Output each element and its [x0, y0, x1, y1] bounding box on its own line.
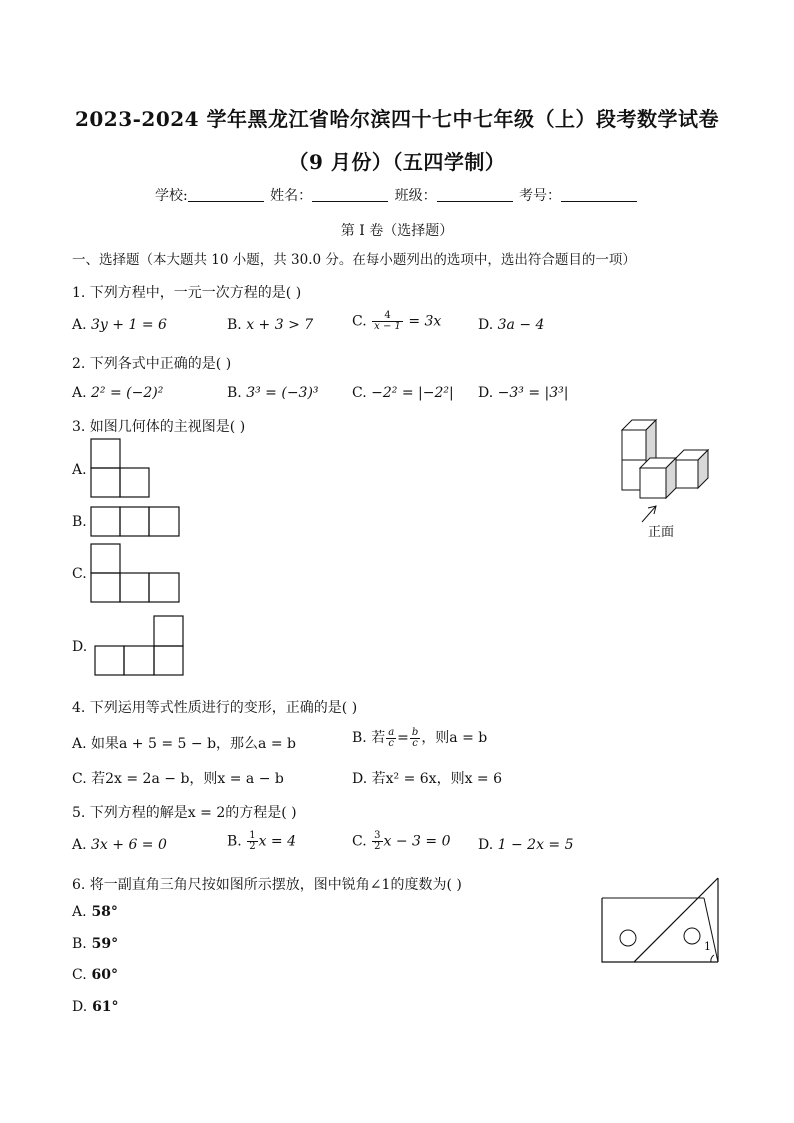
option-label: D.: [352, 771, 368, 787]
volume-heading: 第 I 卷（选择题）: [340, 223, 454, 239]
q1-option-b[interactable]: [227, 317, 313, 333]
fraction-denominator: c: [388, 737, 394, 749]
fraction: [410, 728, 420, 749]
fraction-numerator: a: [388, 726, 395, 738]
paper-subtitle: （9 月份）（五四学制）: [288, 150, 506, 174]
q2-option-c[interactable]: [352, 385, 454, 401]
option-label: C.: [352, 833, 367, 850]
exam-no-blank[interactable]: [561, 187, 637, 202]
option-label: D.: [478, 837, 494, 853]
fraction-denominator: x − 1: [374, 321, 401, 332]
option-text: −3³ = |3³|: [497, 385, 569, 401]
option-text: x − 3 = 0: [383, 833, 451, 850]
option-text: ，则a = b: [421, 730, 488, 746]
option-label: D.: [72, 999, 88, 1015]
question-6-stem: 6. 将一副直角三角尺按如图所示摆放，图中锐角∠1的度数为( ): [72, 877, 462, 893]
fraction: [247, 831, 257, 852]
q4-option-d[interactable]: [352, 768, 502, 788]
paper-title: 2023-2024 学年黑龙江省哈尔滨四十七中七年级（上）段考数学试卷: [74, 107, 720, 131]
option-label: B.: [227, 833, 242, 850]
option-text: 58°: [91, 904, 118, 920]
fraction-denominator: 2: [249, 841, 256, 852]
option-text: 若: [371, 730, 386, 746]
fraction: [386, 728, 396, 749]
q1-option-a[interactable]: [72, 317, 167, 333]
section-heading: 一、选择题（本大题共 10 小题，共 30.0 分。在每小题列出的选项中，选出符合题目的一项）: [72, 252, 636, 268]
question-3-stem: 3. 如图几何体的主视图是( ): [72, 419, 246, 435]
option-text: =: [397, 730, 409, 746]
front-view-caption: 正面: [648, 525, 675, 540]
q5-option-d[interactable]: [478, 837, 574, 853]
fraction-numerator: 3: [374, 830, 381, 841]
q5-option-a[interactable]: [72, 837, 167, 853]
fraction: [372, 831, 382, 852]
option-label: C.: [72, 771, 87, 787]
school-blank[interactable]: [188, 187, 264, 202]
option-text: 1 − 2x = 5: [497, 837, 574, 853]
q6-option-d[interactable]: [72, 999, 119, 1015]
option-label: A.: [72, 837, 87, 853]
q2-option-a[interactable]: [72, 385, 163, 401]
option-text: 3y + 1 = 6: [91, 317, 167, 333]
q5-option-b[interactable]: [227, 831, 296, 852]
option-text: 3³ = (−3)³: [246, 385, 319, 401]
option-label: D.: [478, 317, 494, 333]
option-text: 若2x = 2a − b，则x = a − b: [91, 771, 284, 787]
option-label: A.: [72, 736, 87, 752]
q3-option-b-label[interactable]: B.: [72, 514, 87, 530]
q1-option-d[interactable]: [478, 317, 544, 333]
option-label: A.: [72, 317, 87, 333]
option-label: D.: [478, 385, 494, 401]
option-text: 61°: [92, 999, 119, 1015]
q1-option-c[interactable]: [352, 311, 441, 332]
fraction-numerator: 4: [372, 311, 403, 322]
q2-option-b[interactable]: [227, 385, 319, 401]
question-5-stem: 5. 下列方程的解是x = 2的方程是( ): [72, 805, 297, 821]
q5-option-c[interactable]: [352, 831, 450, 852]
option-text: x + 3 > 7: [246, 317, 314, 333]
q4-option-b[interactable]: [352, 727, 487, 749]
option-label: A.: [72, 385, 87, 401]
q4-option-a[interactable]: [72, 733, 296, 753]
fraction-numerator: 1: [249, 830, 256, 841]
q3-option-b-figure[interactable]: [90, 506, 182, 537]
q6-option-a[interactable]: [72, 904, 118, 920]
option-text: 2² = (−2)²: [91, 385, 164, 401]
question-1-stem: 1. 下列方程中，一元一次方程的是( ): [72, 285, 302, 301]
option-text: 如果a + 5 = 5 − b，那么a = b: [91, 736, 296, 752]
q3-option-c-figure[interactable]: [90, 543, 182, 603]
q3-option-d-label[interactable]: D.: [72, 639, 88, 655]
q4-option-c[interactable]: [72, 768, 284, 788]
option-text: 59°: [91, 936, 119, 952]
option-label: A.: [72, 904, 87, 920]
angle-1-label: 1: [704, 940, 711, 953]
option-text: 3a − 4: [497, 317, 545, 333]
question-2-stem: 2. 下列各式中正确的是( ): [72, 356, 232, 372]
option-label: B.: [72, 936, 87, 952]
q6-option-b[interactable]: [72, 936, 118, 952]
option-label: B.: [227, 385, 242, 401]
fraction-denominator: c: [412, 737, 418, 749]
option-text: 3x + 6 = 0: [91, 837, 167, 853]
name-label: 姓名：: [270, 188, 313, 204]
option-text: 60°: [91, 967, 119, 983]
q3-solid-figure: [618, 414, 722, 526]
option-text: x = 4: [258, 833, 297, 850]
option-label: B.: [227, 317, 242, 333]
option-label: C.: [352, 385, 367, 401]
q3-option-c-label[interactable]: C.: [72, 566, 87, 582]
option-text: = 3x: [408, 313, 442, 330]
option-label: B.: [352, 730, 367, 746]
q3-option-a-figure[interactable]: [90, 438, 152, 498]
q3-option-d-figure[interactable]: [94, 615, 186, 676]
class-blank[interactable]: [437, 187, 513, 202]
fraction-numerator: b: [411, 726, 419, 738]
option-text: −2² = |−2²|: [371, 385, 454, 401]
option-label: C.: [352, 313, 367, 330]
fraction: [372, 311, 403, 332]
question-4-stem: 4. 下列运用等式性质进行的变形，正确的是( ): [72, 700, 358, 716]
q3-option-a-label[interactable]: A.: [72, 462, 87, 478]
class-label: 班级：: [394, 188, 437, 204]
q2-option-d[interactable]: [478, 385, 568, 401]
q6-option-c[interactable]: [72, 967, 118, 983]
student-info: [0, 185, 794, 205]
option-text: 若x² = 6x，则x = 6: [371, 771, 503, 787]
exam-no-label: 考号：: [519, 188, 562, 204]
option-label: C.: [72, 967, 87, 983]
school-label: 学校:: [154, 188, 188, 204]
name-blank[interactable]: [312, 187, 388, 202]
fraction-denominator: 2: [374, 841, 381, 852]
